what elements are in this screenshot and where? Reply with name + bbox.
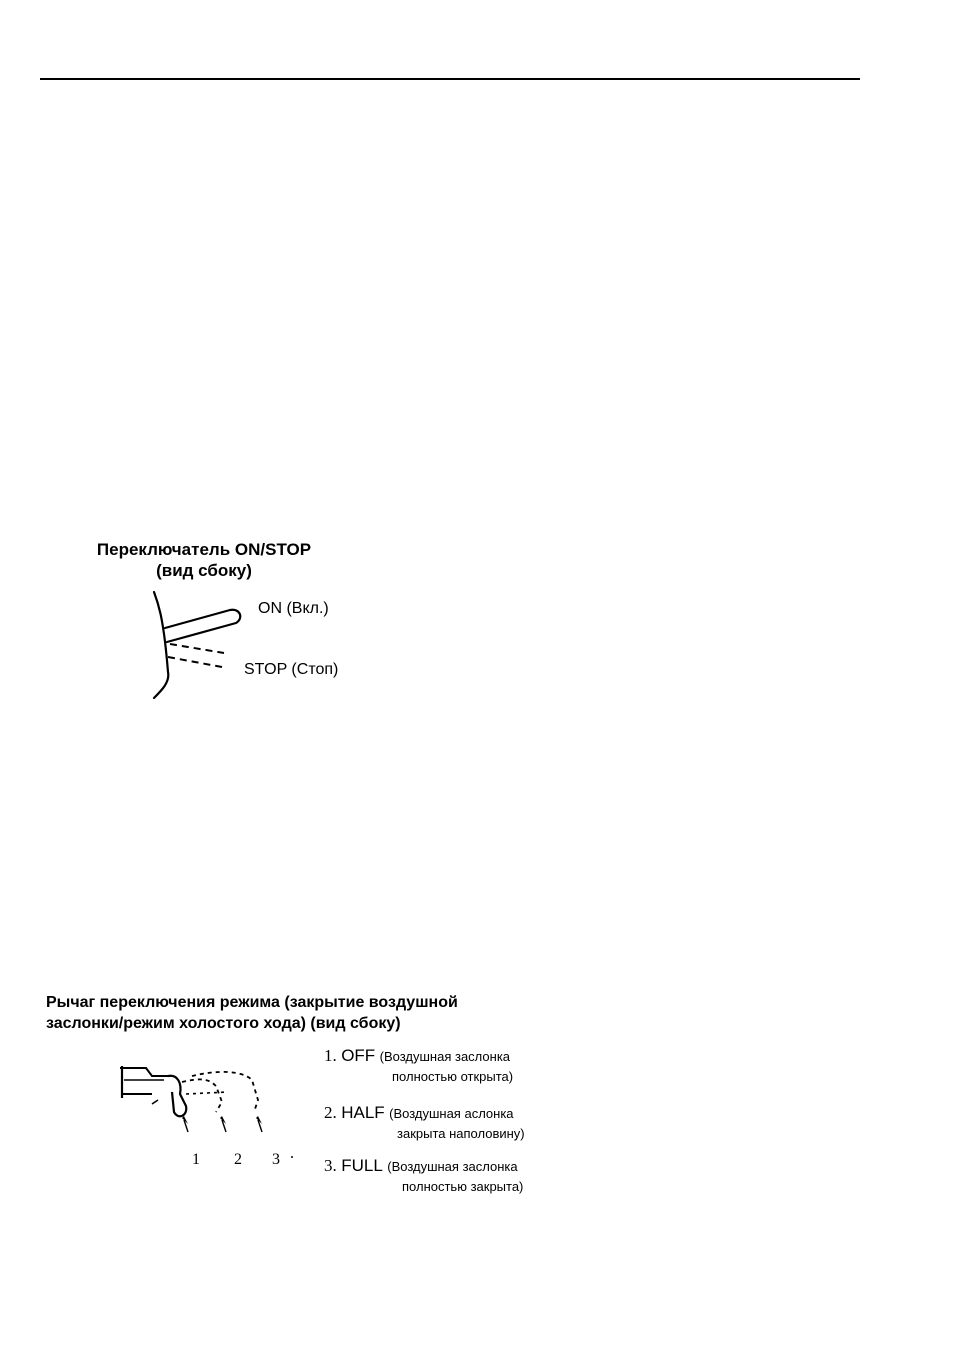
legend-mode-name: OFF: [341, 1046, 376, 1065]
legend-description-continued: полностью закрыта): [402, 1179, 524, 1194]
switch-housing-outline: [154, 592, 168, 698]
lever-title-line1: Рычаг переключения режима (закрытие воздушной: [46, 994, 458, 1011]
switch-lever-stop-dashed-lower: [168, 657, 222, 667]
on-stop-switch-illustration: [140, 586, 250, 702]
legend-item-full: [324, 1156, 584, 1196]
lever-figure-title: [46, 992, 516, 1034]
legend-number: 1.: [324, 1046, 337, 1065]
legend-description: (Воздушная аслонка: [389, 1106, 514, 1121]
legend-description: (Воздушная заслонка: [387, 1159, 518, 1174]
legend-mode-name: FULL: [341, 1156, 383, 1175]
top-rule: [40, 78, 860, 80]
mode-lever-illustration: [112, 1062, 276, 1136]
legend-number: 2.: [324, 1103, 337, 1122]
position-arrow-2: [220, 1116, 226, 1132]
lever-position-number-1: 1: [192, 1151, 200, 1168]
lever-dashed-link: [186, 1092, 228, 1094]
lever-position-number-3: 3: [272, 1151, 280, 1168]
lever-position-2-dashed: [182, 1079, 222, 1112]
lever-body-top: [120, 1068, 170, 1076]
lever-tick: [152, 1100, 158, 1104]
lever-position-3-dashed: [192, 1072, 258, 1112]
switch-title-line2: (вид сбоку): [156, 561, 252, 580]
legend-mode-name: HALF: [341, 1103, 385, 1122]
switch-label-stop: STOP (Стоп): [244, 661, 339, 678]
legend-description: (Воздушная заслонка: [379, 1049, 511, 1064]
legend-number: 3.: [324, 1156, 337, 1175]
position-arrow-1: [182, 1116, 188, 1132]
legend-description-continued: полностью открыта): [392, 1069, 514, 1084]
position-arrow-3: [256, 1116, 262, 1132]
switch-lever-on: [165, 610, 240, 642]
switch-title-line1: Переключатель ON/STOP: [96, 540, 312, 559]
switch-figure-title: [74, 539, 334, 581]
legend-item-off: [324, 1046, 584, 1086]
legend-description-continued: закрыта наполовину): [397, 1126, 525, 1141]
switch-label-on: ON (Вкл.): [258, 600, 329, 617]
switch-lever-stop-dashed-upper: [170, 644, 224, 653]
lever-position-number-2: 2: [234, 1151, 242, 1168]
legend-item-half: [324, 1103, 584, 1143]
lever-title-line2: заслонки/режим холостого хода) (вид сбоку): [46, 1015, 401, 1032]
stray-dot: [291, 1156, 293, 1158]
